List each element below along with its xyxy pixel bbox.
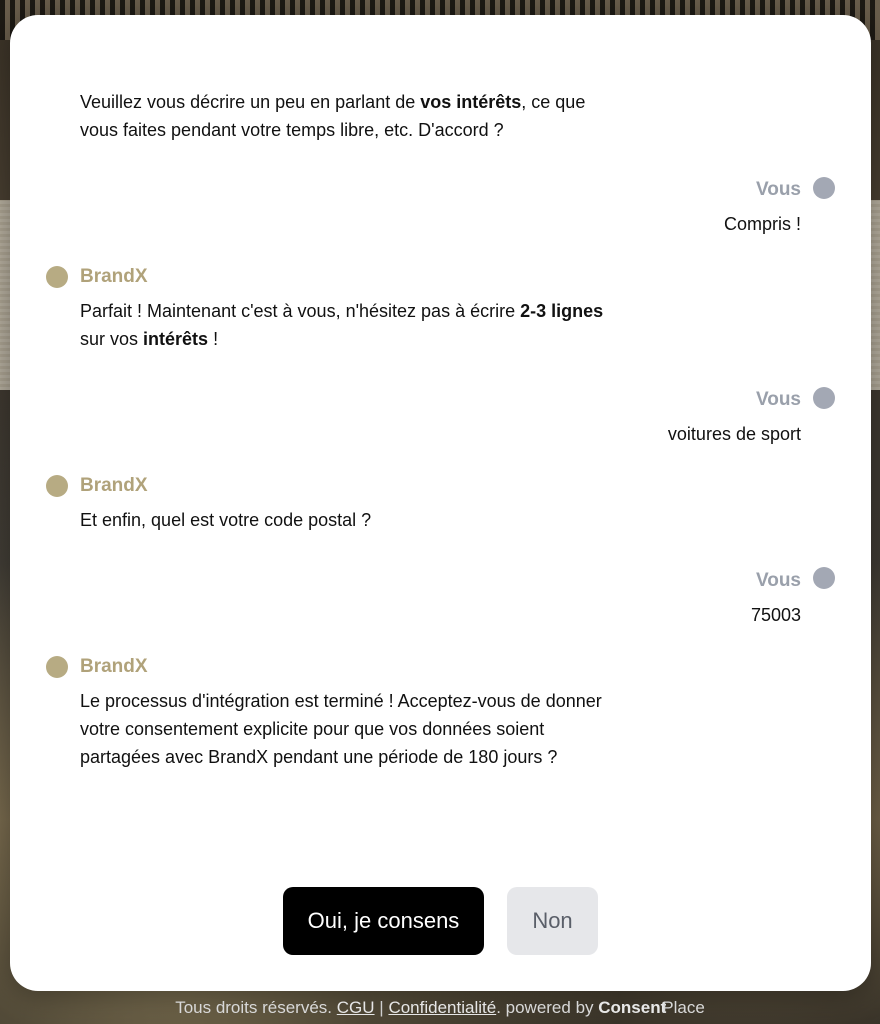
consent-yes-button[interactable]: Oui, je consens xyxy=(283,887,484,955)
cgu-link[interactable]: CGU xyxy=(336,998,375,1017)
message-bold: 2-3 lignes xyxy=(520,301,604,321)
user-sender-name: Vous xyxy=(755,570,801,591)
user-sender-name: Vous xyxy=(755,179,801,200)
chat-thread[interactable] xyxy=(10,15,871,875)
message-text: Parfait ! Maintenant c'est à vous, n'hésitez pas à écrire xyxy=(80,301,521,321)
bot-message xyxy=(80,88,740,144)
user-sender-name: Vous xyxy=(755,389,801,410)
message-text: ! xyxy=(208,329,219,349)
user-message: 75003 xyxy=(750,605,801,625)
message-text: vous faites pendant votre temps libre, etc. D'accord ? xyxy=(80,120,504,140)
bot-avatar-dot xyxy=(46,656,68,678)
message-text: , ce que xyxy=(521,92,586,112)
footer-brand-rest: Place xyxy=(662,998,705,1017)
footer-brand-bold: Consent xyxy=(598,998,667,1017)
footer-powered-by: . powered by xyxy=(496,998,594,1017)
message-text: Veuillez vous décrire un peu en parlant de xyxy=(80,92,421,112)
message-text: sur vos xyxy=(80,329,144,349)
consent-chat-modal xyxy=(10,15,871,991)
message-line: votre consentement explicite pour que vos données soient xyxy=(80,719,545,739)
user-avatar-dot xyxy=(813,387,835,409)
bot-message xyxy=(80,687,740,771)
consent-no-button[interactable]: Non xyxy=(507,887,598,955)
bot-avatar-dot xyxy=(46,266,68,288)
user-avatar-dot xyxy=(813,567,835,589)
user-message: voitures de sport xyxy=(667,424,801,444)
bot-sender-name: BrandX xyxy=(80,475,148,496)
user-message: Compris ! xyxy=(723,214,801,234)
message-line: Le processus d'intégration est terminé ! Acceptez-vous de donner xyxy=(80,691,602,711)
bot-message xyxy=(80,297,740,353)
user-avatar-dot xyxy=(813,177,835,199)
footer-separator: | xyxy=(379,998,384,1017)
footer xyxy=(0,996,880,1020)
bot-message: Et enfin, quel est votre code postal ? xyxy=(80,510,372,530)
bot-avatar-dot xyxy=(46,475,68,497)
message-bold: vos intérêts xyxy=(420,92,522,112)
message-bold: intérêts xyxy=(143,329,209,349)
message-line: partagées avec BrandX pendant une période de 180 jours ? xyxy=(80,747,558,767)
privacy-link[interactable]: Confidentialité xyxy=(388,998,497,1017)
footer-rights: Tous droits réservés. xyxy=(175,998,333,1017)
bot-sender-name: BrandX xyxy=(80,656,148,677)
bot-sender-name: BrandX xyxy=(80,266,148,287)
